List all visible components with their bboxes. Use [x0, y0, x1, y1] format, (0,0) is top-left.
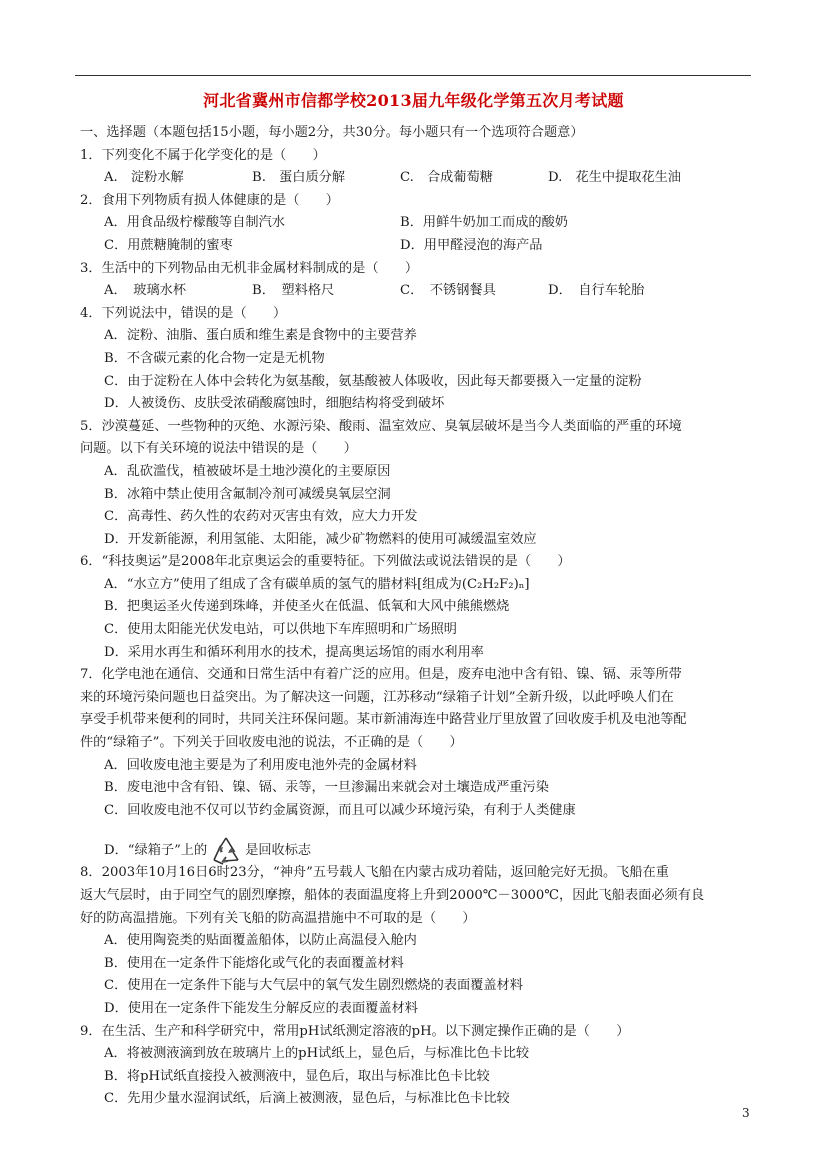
- q4-option-b: B．不含碳元素的化合物一定是无机物: [104, 350, 325, 366]
- q5-option-c: C．高毒性、药久性的农药对灭害虫有效，应大力开发: [104, 509, 418, 525]
- q1-option-b: B. 蛋白质分解: [252, 170, 346, 186]
- q3-option-a: A． 玻璃水杯: [104, 283, 187, 299]
- q7-option-b: B．废电池中含有铅、镍、镉、汞等，一旦渗漏出来就会对土壤造成严重污染: [104, 780, 549, 796]
- question-5-stem-line2: 问题。以下有关环境的说法中错误的是（ ）: [80, 441, 357, 457]
- q7-option-c: C．回收废电池不仅可以节约金属资源，而且可以减少环境污染，有利于人类健康: [104, 802, 576, 818]
- q5-option-a: A．乱砍滥伐，植被破坏是土地沙漠化的主要原因: [104, 463, 391, 479]
- q5-option-d: D．开发新能源，利用氢能、太阳能，减少矿物燃料的使用可减缓温室效应: [104, 531, 537, 547]
- question-3-stem: 3．生活中的下列物品由无机非金属材料制成的是（ ）: [80, 260, 419, 276]
- question-5-stem-line1: 5．沙漠蔓延、一些物种的灭绝、水源污染、酸雨、温室效应、臭氧层破坏是当今人类面临的严重的环境: [80, 418, 682, 434]
- q1-option-d: D. 花生中提取花生油: [548, 170, 681, 186]
- q2-option-d: D．用甲醛浸泡的海产品: [400, 237, 543, 253]
- question-7-stem-line3: 享受手机带来便利的同时，共同关注环保问题。某市新浦海连中路营业厅里放置了回收废手机及电池等配: [80, 712, 687, 728]
- q3-option-b: B． 塑料格尺: [252, 283, 335, 299]
- page-title: 河北省冀州市信都学校2013届九年级化学第五次月考试题: [203, 91, 624, 110]
- question-2-stem: 2．食用下列物质有损人体健康的是（ ）: [80, 192, 339, 208]
- q7-option-d: [80, 822, 752, 862]
- q5-option-b: B．冰箱中禁止使用含氟制冷剂可减缓臭氧层空洞: [104, 486, 391, 502]
- q4-option-a: A．淀粉、油脂、蛋白质和维生素是食物中的主要营养: [104, 328, 417, 344]
- q1-option-c: C. 合成葡萄糖: [400, 170, 493, 186]
- question-1-stem: 1．下列变化不属于化学变化的是（ ）: [80, 147, 326, 163]
- question-8-stem-line3: 好的防高温措施。下列有关飞船的防高温措施中不可取的是（ ）: [80, 910, 476, 926]
- question-2-options-cd: [80, 235, 752, 258]
- q2-option-b: B．用鲜牛奶加工而成的酸奶: [400, 215, 568, 231]
- q6-option-a: A．“水立方”使用了组成了含有碳单质的氢气的腊材料[组成为(C₂H₂F₂)ₙ]: [104, 576, 530, 592]
- q8-option-c: C．使用在一定条件下能与大气层中的氧气发生剧烈燃烧的表面覆盖材料: [104, 978, 523, 994]
- q7-option-d-suffix: 是回收标志: [245, 842, 312, 858]
- question-7-stem-line1: 7．化学电池在通信、交通和日常生活中有着广泛的应用。但是，废弃电池中含有铅、镍、镉、汞等所带: [80, 667, 682, 683]
- q3-option-d: D． 自行车轮胎: [548, 283, 645, 299]
- q1-option-a: A. 淀粉水解: [104, 170, 184, 186]
- q2-option-c: C．用蔗糖腌制的蜜枣: [104, 237, 233, 253]
- q6-option-b: B．把奥运圣火传递到珠峰，并使圣火在低温、低氧和大风中熊熊燃烧: [104, 599, 510, 615]
- question-8-stem-line1: 8．2003年10月16日6时23分，“神舟”五号载人飞船在内蒙古成功着陆，返回舱完好无损。飞船在重: [80, 865, 669, 881]
- q4-option-c: C．由于淀粉在人体中会转化为氨基酸，氨基酸被人体吸收，因此每天都要摄入一定量的淀粉: [104, 373, 642, 389]
- q8-option-b: B．使用在一定条件下能熔化或气化的表面覆盖材料: [104, 955, 404, 971]
- question-7-stem-line2: 来的环境污染问题也日益突出。为了解决这一问题，江苏移动“绿箱子计划”全新升级，以此呼唤人们在: [80, 689, 674, 705]
- question-8-stem-line2: 返大气层时，由于同空气的剧烈摩擦，船体的表面温度将上升到2000℃－3000℃，因此飞船表面必须有良: [80, 888, 705, 903]
- q7-option-d-prefix: D．“绿箱子”上的: [104, 842, 208, 858]
- question-7-stem-line4: 件的“绿箱子”。下列关于回收废电池的说法，不正确的是（ ）: [80, 735, 463, 751]
- q7-option-a: A．回收废电池主要是为了利用废电池外壳的金属材料: [104, 757, 417, 773]
- q9-option-a: A．将被测液滴到放在玻璃片上的pH试纸上，显色后，与标准比色卡比较: [104, 1046, 530, 1062]
- question-3-options: [80, 280, 752, 303]
- question-1-options: [80, 167, 752, 190]
- question-2-options-ab: [80, 212, 752, 235]
- q8-option-a: A．使用陶瓷类的贴面覆盖船体，以防止高温侵入舱内: [104, 933, 417, 949]
- q6-option-d: D．采用水再生和循环利用水的技术，提高奥运场馆的雨水利用率: [104, 644, 484, 660]
- q4-option-d: D．人被烫伤、皮肤受浓硝酸腐蚀时，细胞结构将受到破坏: [104, 396, 445, 412]
- q9-option-c: C．先用少量水湿润试纸，后滴上被测液，显色后，与标准比色卡比较: [104, 1091, 510, 1107]
- q3-option-c: C． 不锈钢餐具: [400, 283, 496, 299]
- q2-option-a: A．用食品级柠檬酸等自制汽水: [104, 215, 285, 231]
- q9-option-b: B．将pH试纸直接投入被测液中，显色后，取出与标准比色卡比较: [104, 1068, 490, 1084]
- question-4-stem: 4．下列说法中，错误的是（ ）: [80, 305, 287, 321]
- section-heading: 一、选择题（本题包括15小题，每小题2分，共30分。每小题只有一个选项符合题意）: [80, 125, 584, 140]
- question-6-stem: 6．“科技奥运”是2008年北京奥运会的重要特征。下列做法或说法错误的是（ ）: [80, 554, 571, 570]
- q8-option-d: D．使用在一定条件下能发生分解反应的表面覆盖材料: [104, 1000, 418, 1016]
- q6-option-c: C．使用太阳能光伏发电站，可以供地下车库照明和广场照明: [104, 622, 457, 638]
- question-list: [80, 122, 752, 1111]
- page-number: 3: [742, 1106, 750, 1120]
- header-rule: [75, 75, 751, 76]
- question-9-stem: 9．在生活、生产和科学研究中，常用pH试纸测定溶液的pH。以下测定操作正确的是（ ）: [80, 1023, 630, 1039]
